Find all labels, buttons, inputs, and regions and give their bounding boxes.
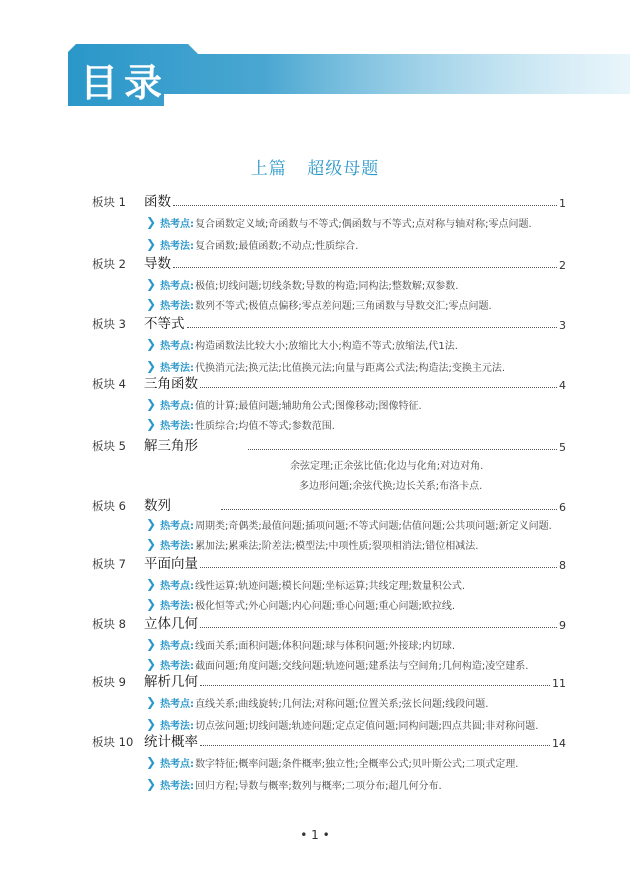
section-part: 上篇 bbox=[250, 159, 287, 179]
hot-methods-label: 热考法: bbox=[160, 540, 195, 552]
hot-points-row bbox=[146, 516, 570, 532]
chevron-right-icon: ❯ bbox=[146, 277, 157, 291]
chevron-right-icon: ❯ bbox=[146, 237, 157, 251]
hot-points-text: 复合函数定义域;奇函数与不等式;偶函数与不等式;点对称与轴对称;零点问题. bbox=[195, 218, 532, 230]
toc-entry[interactable] bbox=[92, 372, 566, 392]
hot-methods-label: 热考法: bbox=[160, 420, 195, 432]
hot-methods-text: 极化恒等式;外心问题;内心问题;垂心问题;重心问题;欧拉线. bbox=[195, 600, 456, 612]
chevron-right-icon: ❯ bbox=[146, 637, 157, 651]
topic-title: 三角函数 bbox=[144, 376, 198, 392]
hot-points-label: 热考点: bbox=[160, 218, 195, 230]
page-number: 14 bbox=[552, 737, 566, 750]
toc-entry[interactable] bbox=[92, 190, 566, 210]
page-number: 2 bbox=[559, 259, 566, 272]
hot-methods-row bbox=[146, 296, 570, 312]
page-number: 4 bbox=[559, 379, 566, 392]
dot-leader bbox=[248, 449, 557, 450]
hot-methods-row bbox=[146, 416, 570, 432]
hot-points-text: 构造函数法比较大小;放缩比大小;构造不等式;放缩法,代1法. bbox=[195, 340, 458, 352]
hot-methods-row bbox=[146, 236, 570, 252]
topic-title: 导数 bbox=[144, 256, 171, 272]
dot-leader bbox=[200, 685, 550, 686]
page-number: 6 bbox=[559, 501, 566, 514]
topic-title: 统计概率 bbox=[144, 734, 198, 750]
chevron-right-icon: ❯ bbox=[146, 717, 157, 731]
hot-points-row bbox=[146, 576, 570, 592]
chevron-right-icon: ❯ bbox=[146, 417, 157, 431]
toc-entry[interactable] bbox=[92, 434, 566, 454]
toc-entry[interactable] bbox=[92, 312, 566, 332]
page-title: 目录 bbox=[80, 61, 169, 105]
hot-methods-text: 切点弦问题;切线问题;轨迹问题;定点定值问题;同构问题;四点共圆;非对称问题. bbox=[195, 720, 539, 732]
hot-points-label: 热考点: bbox=[160, 580, 195, 592]
block-label: 板块 10 bbox=[92, 735, 134, 749]
hot-methods-label: 热考法: bbox=[160, 660, 195, 672]
hot-points-row bbox=[146, 636, 570, 652]
hot-methods-label: 热考法: bbox=[160, 720, 195, 732]
hot-methods-label: 热考法: bbox=[160, 600, 195, 612]
hot-points-row bbox=[146, 754, 570, 770]
chevron-right-icon: ❯ bbox=[146, 297, 157, 311]
block-label: 板块 4 bbox=[92, 377, 126, 391]
hot-points-row bbox=[146, 276, 570, 292]
hot-methods-row bbox=[146, 536, 570, 552]
dot-leader bbox=[221, 509, 557, 510]
dot-leader bbox=[173, 267, 557, 268]
toc-entry[interactable] bbox=[92, 552, 566, 572]
chevron-right-icon: ❯ bbox=[146, 597, 157, 611]
hot-methods-label: 热考法: bbox=[160, 362, 195, 374]
block-label: 板块 1 bbox=[92, 195, 126, 209]
topic-detail-line: 余弦定理;正余弦比值;化边与化角;对边对角. bbox=[290, 461, 484, 472]
hot-methods-text: 复合函数;最值函数;不动点;性质综合. bbox=[195, 240, 359, 252]
page-number: 11 bbox=[552, 677, 566, 690]
hot-points-label: 热考点: bbox=[160, 400, 195, 412]
block-label: 板块 9 bbox=[92, 675, 126, 689]
hot-methods-text: 性质综合;均值不等式;参数范围. bbox=[195, 420, 335, 432]
hot-methods-text: 截面问题;角度问题;交线问题;轨迹问题;建系法与空间角;几何构造;凌空建系. bbox=[195, 660, 529, 672]
topic-detail-line: 多边形问题;余弦代换;边长关系;布洛卡点. bbox=[299, 481, 483, 492]
page-number: 9 bbox=[559, 619, 566, 632]
chevron-right-icon: ❯ bbox=[146, 777, 157, 791]
block-label: 板块 3 bbox=[92, 317, 126, 331]
block-label: 板块 5 bbox=[92, 439, 126, 453]
page-number: 8 bbox=[559, 559, 566, 572]
block-label: 板块 7 bbox=[92, 557, 126, 571]
hot-points-text: 线面关系;面积问题;体积问题;球与体积问题;外接球;内切球. bbox=[195, 640, 456, 652]
hot-points-row bbox=[146, 336, 570, 352]
page-number: 3 bbox=[559, 319, 566, 332]
chevron-right-icon: ❯ bbox=[146, 337, 157, 351]
hot-methods-text: 数列不等式;极值点偏移;零点差问题;三角函数与导数交汇;零点问题. bbox=[195, 300, 492, 312]
hot-points-label: 热考点: bbox=[160, 340, 195, 352]
hot-methods-label: 热考法: bbox=[160, 240, 195, 252]
topic-title: 函数 bbox=[144, 194, 171, 210]
topic-title: 解析几何 bbox=[144, 674, 198, 690]
chevron-right-icon: ❯ bbox=[146, 657, 157, 671]
hot-points-row bbox=[146, 214, 570, 230]
topic-title: 不等式 bbox=[144, 316, 185, 332]
dot-leader bbox=[173, 205, 557, 206]
chevron-right-icon: ❯ bbox=[146, 695, 157, 709]
dot-leader bbox=[200, 745, 550, 746]
chevron-right-icon: ❯ bbox=[146, 537, 157, 551]
toc-entry[interactable] bbox=[92, 494, 566, 514]
chevron-right-icon: ❯ bbox=[146, 397, 157, 411]
chevron-right-icon: ❯ bbox=[146, 517, 157, 531]
dot-leader bbox=[200, 567, 557, 568]
hot-points-text: 数字特征;概率问题;条件概率;独立性;全概率公式;贝叶斯公式;二项式定理. bbox=[195, 758, 519, 770]
page-number: 1 bbox=[559, 197, 566, 210]
toc-entry[interactable] bbox=[92, 612, 566, 632]
page-footer-number: • 1 • bbox=[300, 828, 330, 842]
hot-points-text: 值的计算;最值问题;辅助角公式;图像移动;图像特征. bbox=[195, 400, 422, 412]
hot-methods-text: 累加法;累乘法;阶差法;模型法;中项性质;裂项相消法;错位相减法. bbox=[195, 540, 479, 552]
hot-methods-text: 代换消元法;换元法;比值换元法;向量与距离公式法;构造法;变换主元法. bbox=[195, 362, 506, 374]
hot-points-row bbox=[146, 396, 570, 412]
hot-methods-row bbox=[146, 776, 570, 792]
chevron-right-icon: ❯ bbox=[146, 215, 157, 229]
hot-points-label: 热考点: bbox=[160, 758, 195, 770]
dot-leader bbox=[200, 627, 557, 628]
hot-methods-row bbox=[146, 596, 570, 612]
chevron-right-icon: ❯ bbox=[146, 359, 157, 373]
hot-points-label: 热考点: bbox=[160, 280, 195, 292]
block-label: 板块 8 bbox=[92, 617, 126, 631]
chevron-right-icon: ❯ bbox=[146, 577, 157, 591]
section-name: 超级母题 bbox=[307, 159, 380, 179]
block-label: 板块 6 bbox=[92, 499, 126, 513]
hot-methods-label: 热考法: bbox=[160, 780, 195, 792]
toc-entry[interactable] bbox=[92, 730, 566, 750]
dot-leader bbox=[187, 327, 558, 328]
hot-points-text: 周期类;奇偶类;最值问题;插项问题;不等式问题;估值问题;公共项问题;新定义问题. bbox=[195, 520, 552, 532]
toc-entry[interactable] bbox=[92, 670, 566, 690]
topic-title: 解三角形 bbox=[144, 438, 198, 454]
hot-points-row bbox=[146, 694, 570, 710]
section-title bbox=[0, 154, 630, 179]
hot-methods-text: 回归方程;导数与概率;数列与概率;二项分布;超几何分布. bbox=[195, 780, 442, 792]
hot-points-label: 热考点: bbox=[160, 520, 195, 532]
block-label: 板块 2 bbox=[92, 257, 126, 271]
topic-title: 数列 bbox=[144, 498, 171, 514]
page-number: 5 bbox=[559, 441, 566, 454]
topic-title: 立体几何 bbox=[144, 616, 198, 632]
hot-points-text: 极值;切线问题;切线条数;导数的构造;同构法;整数解;双参数. bbox=[195, 280, 459, 292]
hot-points-label: 热考点: bbox=[160, 640, 195, 652]
dot-leader bbox=[200, 387, 557, 388]
hot-points-text: 直线关系;曲线旋转;几何法;对称问题;位置关系;弦长问题;线段问题. bbox=[195, 698, 489, 710]
hot-points-text: 线性运算;轨迹问题;模长问题;坐标运算;共线定理;数量积公式. bbox=[195, 580, 466, 592]
toc-entry[interactable] bbox=[92, 252, 566, 272]
chevron-right-icon: ❯ bbox=[146, 755, 157, 769]
hot-points-label: 热考点: bbox=[160, 698, 195, 710]
hot-methods-label: 热考法: bbox=[160, 300, 195, 312]
topic-title: 平面向量 bbox=[144, 556, 198, 572]
